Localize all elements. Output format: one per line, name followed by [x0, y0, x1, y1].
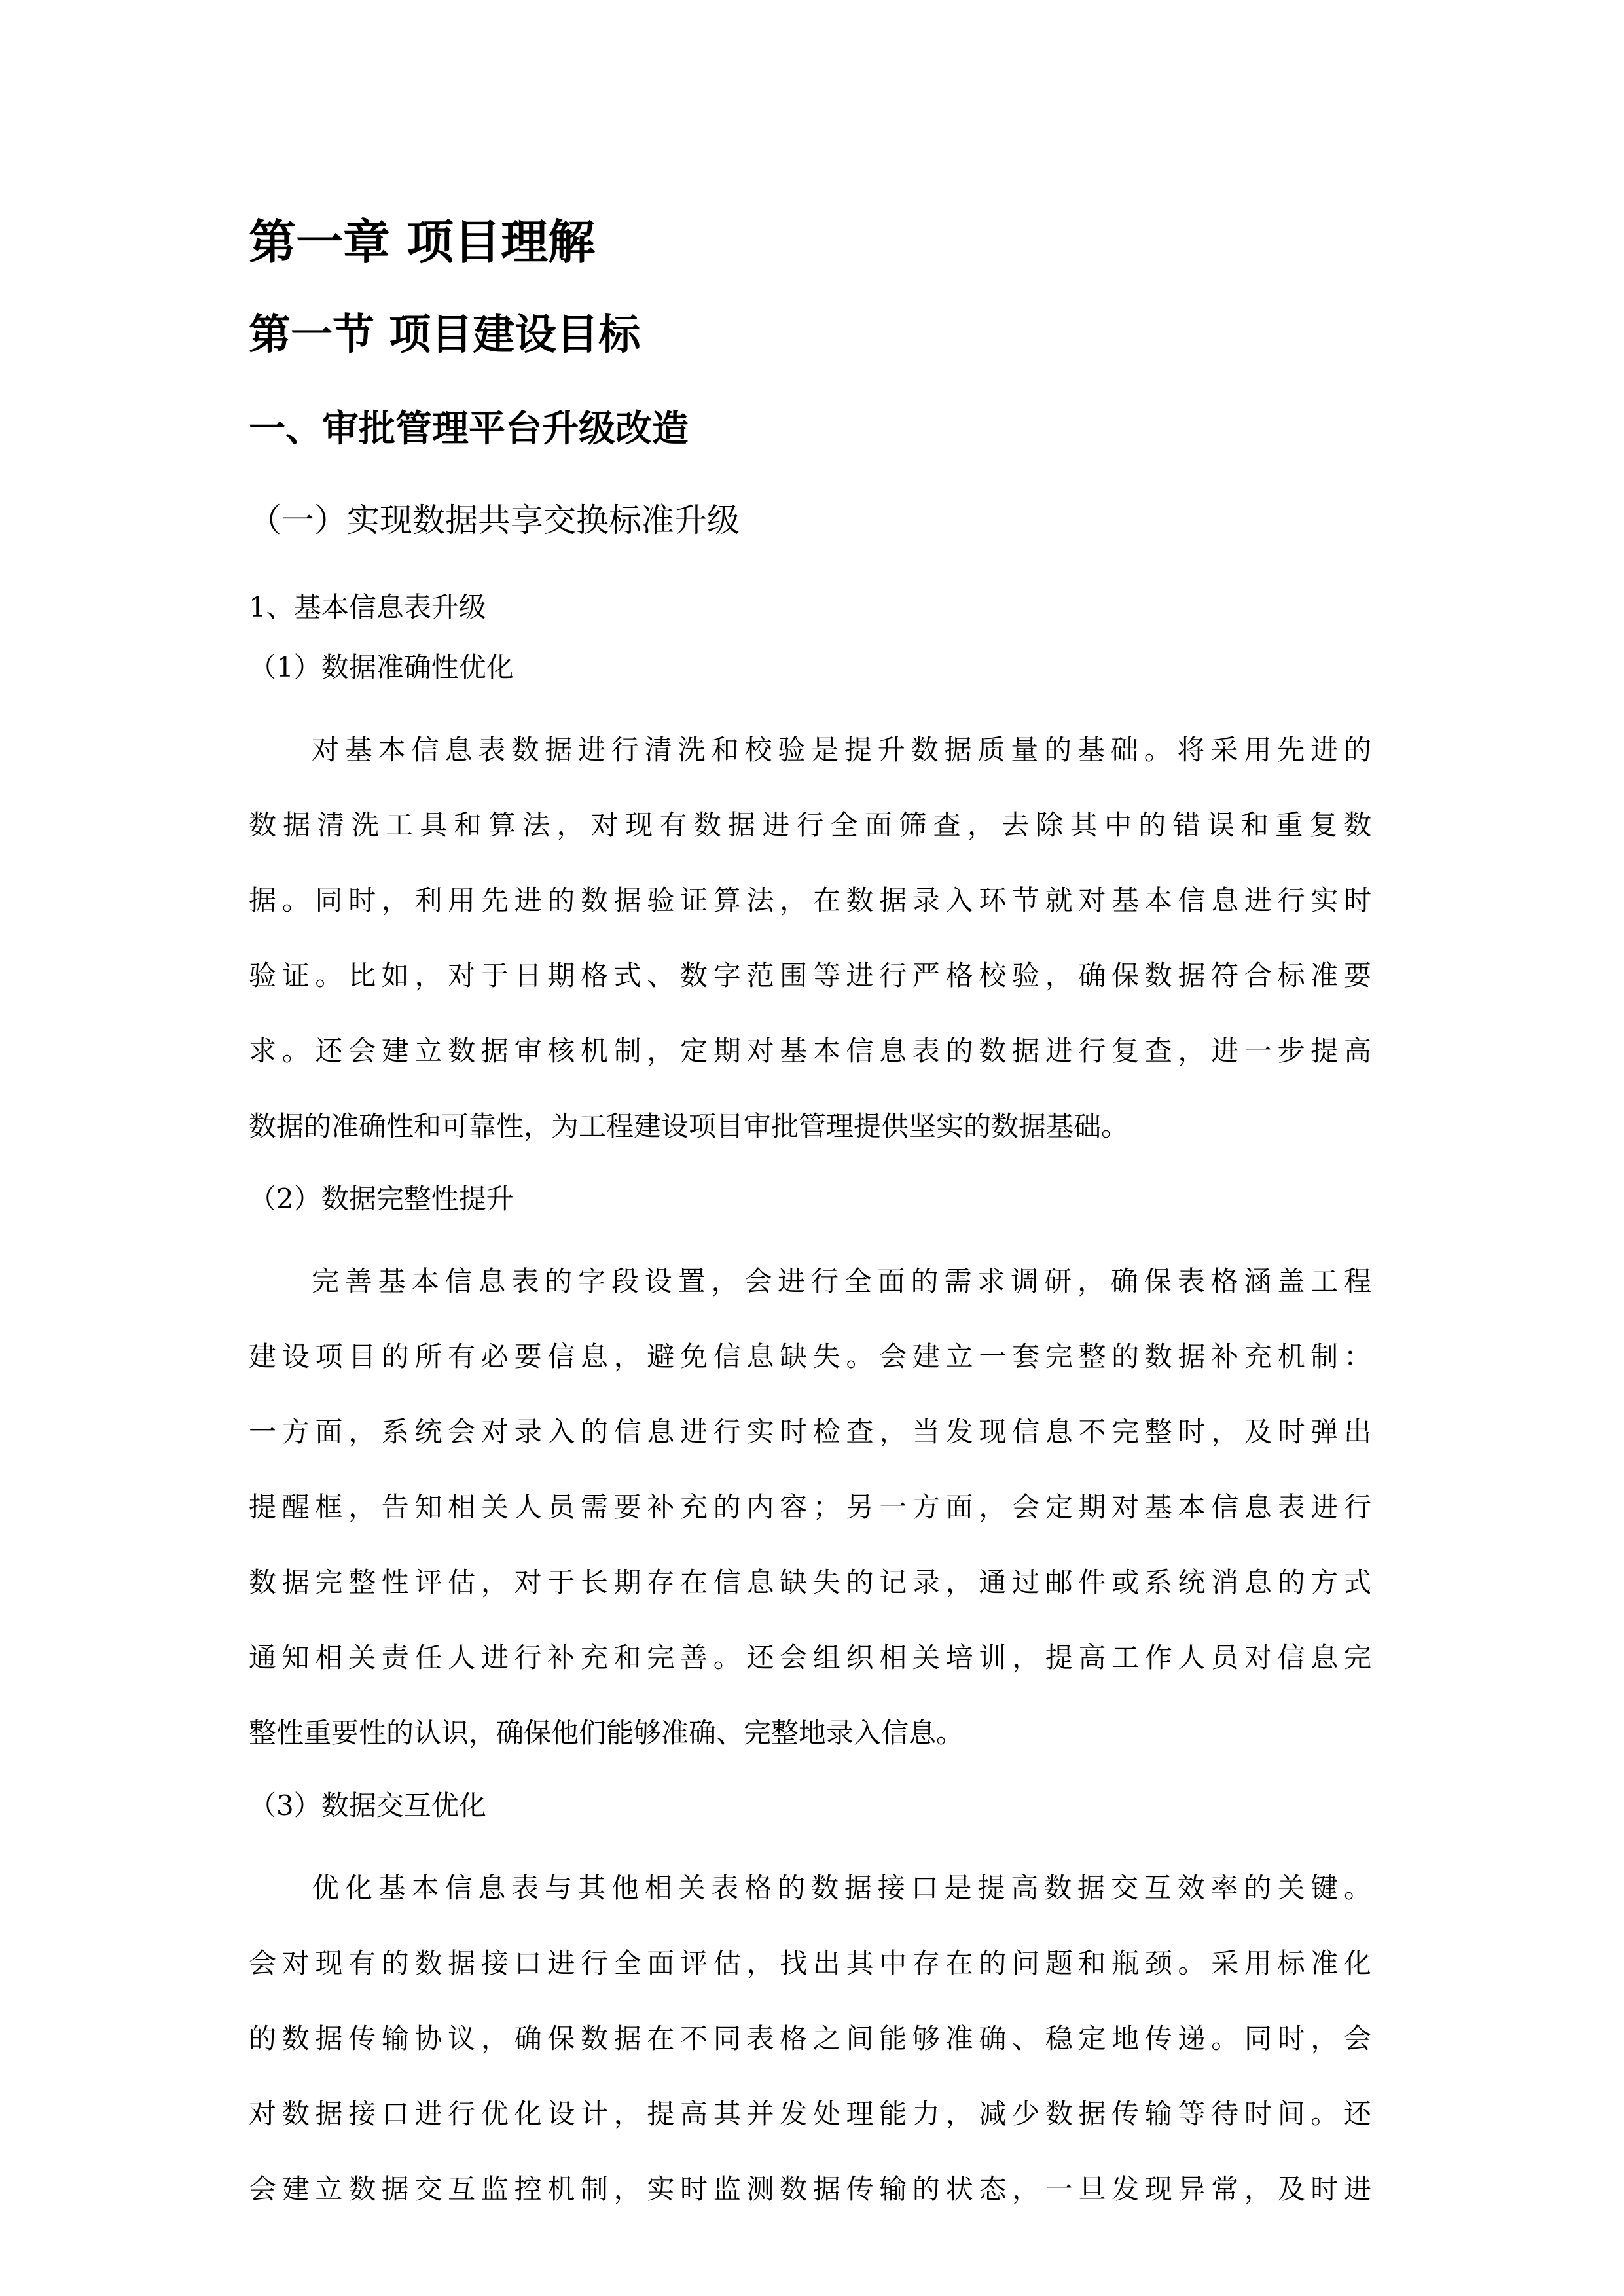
subsection-title: 一、审批管理平台升级改造 [249, 408, 689, 450]
paragraph [249, 712, 1371, 1164]
paragraph-line: 据。同时，利用先进的数据验证算法，在数据录入环节就对基本信息进行实时 [249, 884, 1371, 916]
paragraph-line: 验证。比如，对于日期格式、数字范围等进行严格校验，确保数据符合标准要 [249, 960, 1371, 992]
paragraph-line: 求。还会建立数据审核机制，定期对基本信息表的数据进行复查，进一步提高 [249, 1035, 1371, 1067]
paragraph-line: 会对现有的数据接口进行全面评估，找出其中存在的问题和瓶颈。采用标准化 [249, 1947, 1371, 1979]
document-body [249, 209, 1371, 2232]
section-title: 第一节 项目建设目标 [249, 311, 641, 359]
paragraph [249, 1850, 1371, 2227]
paragraph-line: 完善基本信息表的字段设置，会进行全面的需求调研，确保表格涵盖工程 [312, 1265, 1371, 1297]
paragraph-line: 的数据传输协议，确保数据在不同表格之间能够准确、稳定地传递。同时，会 [249, 2022, 1371, 2054]
paragraph-line: 对基本信息表数据进行清洗和校验是提升数据质量的基础。将采用先进的 [312, 734, 1371, 766]
paragraph-line: 数据完整性评估，对于长期存在信息缺失的记录，通过邮件或系统消息的方式 [249, 1566, 1371, 1598]
paragraph-line: 会建立数据交互监控机制，实时监测数据传输的状态，一旦发现异常，及时进 [249, 2173, 1371, 2205]
subitem-title: （1）数据准确性优化 [249, 651, 514, 683]
subitem-title: （3）数据交互优化 [249, 1789, 486, 1821]
paragraph-line: 建设项目的所有必要信息，避免信息缺失。会建立一套完整的数据补充机制： [249, 1340, 1371, 1372]
paragraph-line: 整性重要性的认识，确保他们能够准确、完整地录入信息。 [249, 1717, 964, 1749]
paragraph-line: 提醒框，告知相关人员需要补充的内容；另一方面，会定期对基本信息表进行 [249, 1491, 1371, 1523]
chapter-title: 第一章 项目理解 [249, 215, 596, 270]
paragraph-line: 通知相关责任人进行补充和完善。还会组织相关培训，提高工作人员对信息完 [249, 1641, 1371, 1674]
paragraph [249, 1244, 1371, 1770]
paragraph-line: 对数据接口进行优化设计，提高其并发处理能力，减少数据传输等待时间。还 [249, 2098, 1371, 2130]
item-title: 1、基本信息表升级 [249, 591, 486, 623]
paragraph-line: 一方面，系统会对录入的信息进行实时检查，当发现信息不完整时，及时弹出 [249, 1416, 1371, 1448]
paragraph-line: 数据的准确性和可靠性，为工程建设项目审批管理提供坚实的数据基础。 [249, 1110, 1129, 1142]
subsubsection-title: （一）实现数据共享交换标准升级 [249, 501, 740, 539]
paragraph-line: 数据清洗工具和算法，对现有数据进行全面筛查，去除其中的错误和重复数 [249, 809, 1371, 841]
paragraph-line: 优化基本信息表与其他相关表格的数据接口是提高数据交互效率的关键。 [312, 1872, 1371, 1904]
subitem-title: （2）数据完整性提升 [249, 1183, 514, 1215]
